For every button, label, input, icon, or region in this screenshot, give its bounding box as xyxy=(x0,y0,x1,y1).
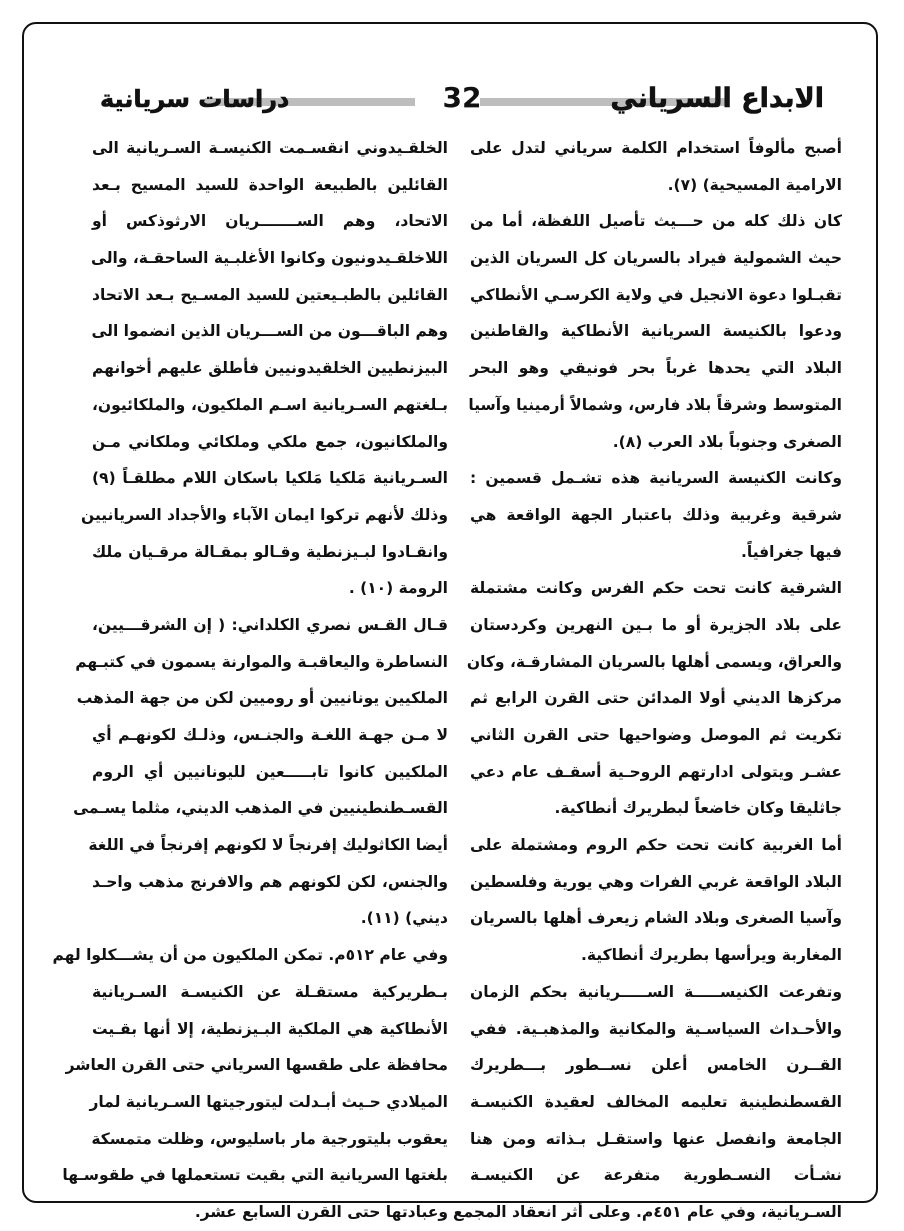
text-line: لا مـن جهـة اللغـة والجنـس، وذلـك لكونهـم أي xyxy=(92,726,448,744)
text-column-left xyxy=(52,130,448,1221)
text-line: مركزها الديني أولا المدائن حتى القرن الرابع ثم xyxy=(470,689,842,708)
text-line: الملكيين يونانيين أو روميين لكن من جهة المذهب xyxy=(76,689,448,708)
text-line: وهم الباقـــون من الســـريان الذين انضموا الى xyxy=(91,322,448,341)
text-line: نشـأت النسـطورية متفرعة عن الكنيسـة xyxy=(470,1166,842,1185)
text-line: الاتحاد، وهم الســـــــريان الارثوذكس أو xyxy=(92,212,448,231)
text-line: بلغتها السريانية التي بقيت تستعملها في طقوسـها xyxy=(62,1166,448,1185)
text-line: المتوسط وشرقاً بلاد فارس، وشمالاً أرمينيا وآسيا xyxy=(468,395,842,414)
text-line: تقبـلوا دعوة الانجيل في ولاية الكرسـي الأنطاكي xyxy=(470,285,842,304)
text-line: وآسيا الصغرى وبلاد الشام زيعرف أهلها بالسريان xyxy=(470,909,842,928)
text-line: أما الغربية كانت تحت حكم الروم ومشتملة على xyxy=(470,836,842,855)
text-line: وانقـادوا لبـيزنطية وقـالو بمقـالة مرقـيان ملك xyxy=(92,542,448,561)
text-line: بـلغتهم السـريانية اسـم الملكيون، والملكائيون، xyxy=(92,395,448,414)
text-line: الميلادي حـيث أبـدلت ليتورجيتها السـريانية لمار xyxy=(89,1092,448,1111)
text-line: الأنطاكية هي الملكية البـيزنطية، إلا أنها بقـيت xyxy=(92,1019,448,1038)
text-line: وتفرعت الكنيســـــة الســـــريانية بحكم الزمان xyxy=(470,982,842,1001)
text-line: الخلقـيدوني انقسـمت الكنيسـة السـريانية الى xyxy=(92,139,448,157)
text-line: قـال القـس نصري الكلداني: ( إن الشرقـــيين، xyxy=(92,615,448,634)
text-line: ديني) (١١). xyxy=(360,909,448,928)
text-line: جاثليقا وكان خاضعاً لبطريرك أنطاكية. xyxy=(554,799,842,818)
text-line: والملكانيون، جمع ملكي وملكائي وملكاني مـن xyxy=(92,432,448,451)
text-line: تكريت ثم الموصل وضواحيها حتى القرن الثاني xyxy=(470,726,842,744)
text-line: على بلاد الجزيرة أو ما بـين النهرين وكردستان xyxy=(470,615,842,634)
text-line: شرقية وغربية وذلك باعتبار الجهة الواقعة هي xyxy=(470,505,842,524)
text-line: فيها جغرافياً. xyxy=(741,542,842,561)
page-number: 32 xyxy=(442,81,482,114)
text-column-right xyxy=(452,130,842,1221)
text-line: السـريانية، وفي عام ٤٥١م. وعلى أثر انعقاد المجمع xyxy=(452,1202,842,1221)
text-line: الجامعة وانفصل عنها واستقـل بـذاته ومن هنا xyxy=(470,1129,842,1148)
text-line: القسـطنطينيين في المذهب الديني، مثلما يسـمى xyxy=(73,799,448,818)
text-line: والأحـداث السياسـية والمكانية والمذهبـية. ففي xyxy=(470,1019,842,1038)
text-line: كان ذلك كله من حـــيث تأصيل اللفظة، أما من xyxy=(470,212,842,231)
text-line: السـريانية مَلكيا مَلكيا باسكان اللام مطلقـاً (٩) xyxy=(92,469,448,488)
text-line: عشـر ويتولى ادارتهم الروحـية أسقـف عام دعي xyxy=(470,762,842,781)
text-line: وذلك لأنهم تركوا ايمان الآباء والأجداد السريانيين xyxy=(81,505,448,524)
text-line: البيزنطيين الخلقيدونيين فأطلق عليهم أخوانهم xyxy=(92,359,448,378)
text-line: المغاربة ويرأسها بطريرك أنطاكية. xyxy=(580,946,842,965)
text-line: والجنس، لكن لكونهم هم والافرنج مذهب واحـد xyxy=(92,872,448,891)
text-line: أصبح مألوفاً استخدام الكلمة سرياني لتدل على xyxy=(470,139,842,157)
text-line: الشرقية كانت تحت حكم الفرس وكانت مشتملة xyxy=(470,579,842,598)
text-line: محافظة على طقسها السرياني حتى القرن العاشر xyxy=(65,1056,448,1075)
text-line: وعبادتها حتى القرن السابع عشر. xyxy=(194,1202,448,1221)
text-line: وفي عام ٥١٢م. تمكن الملكيون من أن يشـــكلوا لهم xyxy=(52,946,448,965)
magazine-title: الابداع السرياني xyxy=(610,83,824,114)
text-line: القائلين بالطبـيعتين للسيد المسـيح بـعد الاتحاد xyxy=(92,285,448,304)
text-line: وكانت الكنيسة السريانية هذه تشـمل قسمين : xyxy=(470,469,842,488)
text-line: البلاد التي يحدها غرباً بحر فونيقي وهو البحر xyxy=(470,359,842,378)
text-line: القائلين بالطبيعة الواحدة للسيد المسيح بـعد xyxy=(92,175,448,194)
text-line: والعراق، ويسمى أهلها بالسريان المشارقـة، وكان xyxy=(466,652,842,671)
text-line: حيث الشمولية فيراد بالسريان كل السريان الذين xyxy=(470,249,842,268)
text-line: النساطرة واليعاقبـة والموارنة يسمون في كتبـهم xyxy=(75,652,448,671)
text-line: الرومة (١٠) . xyxy=(348,579,448,598)
section-title: دراسات سريانية xyxy=(100,85,290,113)
text-line: أيضا الكاثوليك إفرنجاً لا لكونهم إفرنجاً في اللغة xyxy=(88,836,448,855)
text-line: القسطنطينية تعليمه المخالف لعقيدة الكنيسـة xyxy=(470,1092,842,1111)
text-line: البلاد الواقعة غربي الفرات وهي يورية وفلسطين xyxy=(470,872,842,891)
text-line: يعقوب بليتورجية مار باسليوس، وظلت متمسكة xyxy=(91,1129,448,1148)
text-line: الملكيين كانوا تابـــــعين لليونانيين أي الروم xyxy=(92,762,448,781)
text-line: ودعوا بالكنيسة السريانية الأنطاكية والقاطنين xyxy=(470,322,842,341)
text-line: بـطريركية مستقـلة عن الكنيسـة السـريانية xyxy=(92,982,448,1001)
text-line: القــرن الخامس أعلن نســطور بـــطريرك xyxy=(470,1056,842,1075)
text-line: الارامية المسيحية) (٧). xyxy=(667,175,842,194)
text-line: اللاخلقـيدونيون وكانوا الأغلبـية الساحقـة، والى xyxy=(91,249,448,268)
text-line: الصغرى وجنوباً بلاد العرب (٨). xyxy=(612,432,842,451)
page-header xyxy=(100,78,824,122)
